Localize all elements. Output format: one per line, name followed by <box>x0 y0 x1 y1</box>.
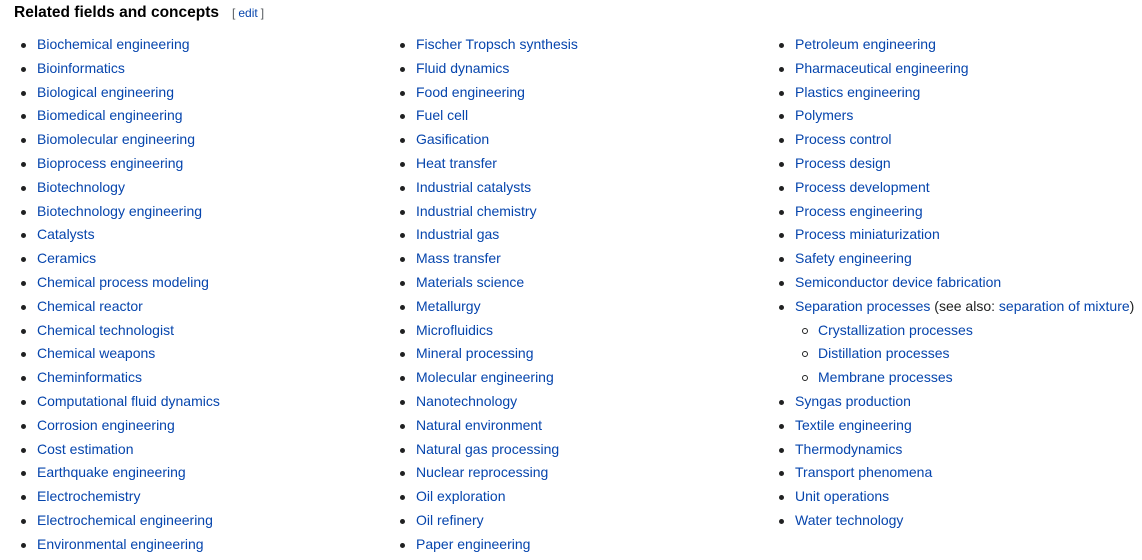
related-sub-link[interactable]: Crystallization processes <box>818 321 973 338</box>
list-item <box>399 104 578 128</box>
list-item <box>778 438 1134 462</box>
see-also-suffix: ) <box>1129 297 1135 314</box>
related-link[interactable]: Materials science <box>416 273 525 290</box>
related-link[interactable]: Industrial catalysts <box>416 178 532 195</box>
related-link[interactable]: Oil exploration <box>416 488 506 505</box>
list-item <box>778 271 1134 295</box>
list-item <box>20 438 220 462</box>
list-item <box>20 104 220 128</box>
list-item <box>778 152 1134 176</box>
list-item <box>20 57 220 81</box>
related-link[interactable]: Mass transfer <box>416 250 501 267</box>
related-link[interactable]: Process control <box>795 131 892 148</box>
list-item <box>399 81 578 105</box>
list-item <box>399 247 578 271</box>
related-list-column-1 <box>20 33 220 557</box>
related-list-column-3 <box>778 33 1134 533</box>
related-link[interactable]: Thermodynamics <box>795 440 903 457</box>
separation-processes-link[interactable]: Separation processes <box>795 297 931 314</box>
list-item <box>399 485 578 509</box>
related-link[interactable]: Food engineering <box>416 83 525 100</box>
separation-of-mixture-link[interactable]: separation of mixture <box>998 297 1130 314</box>
section-heading <box>14 4 264 28</box>
list-item <box>399 390 578 414</box>
list-item <box>399 295 578 319</box>
related-link[interactable]: Bioinformatics <box>37 59 125 76</box>
list-item <box>20 485 220 509</box>
related-link[interactable]: Industrial chemistry <box>416 202 537 219</box>
sub-list-item <box>778 342 1134 366</box>
related-link[interactable]: Fischer Tropsch synthesis <box>416 36 578 52</box>
related-sub-link[interactable]: Distillation processes <box>818 345 950 362</box>
list-item <box>20 509 220 533</box>
related-link[interactable]: Biotechnology <box>37 178 125 195</box>
related-link[interactable]: Natural gas processing <box>416 440 560 457</box>
list-item <box>20 223 220 247</box>
related-link[interactable]: Biomolecular engineering <box>37 131 195 148</box>
edit-bracket-open: [ <box>232 6 236 20</box>
related-link[interactable]: Chemical process modeling <box>37 273 209 290</box>
list-item <box>399 438 578 462</box>
related-link[interactable]: Process miniaturization <box>795 226 940 243</box>
related-link[interactable]: Oil refinery <box>416 511 484 528</box>
list-item <box>20 33 220 57</box>
related-link[interactable]: Textile engineering <box>795 416 912 433</box>
list-item <box>399 223 578 247</box>
related-link[interactable]: Cheminformatics <box>37 369 143 386</box>
list-item <box>399 57 578 81</box>
related-link[interactable]: Industrial gas <box>416 226 500 243</box>
edit-link[interactable]: edit <box>238 6 258 20</box>
list-item <box>778 200 1134 224</box>
related-link[interactable]: Natural environment <box>416 416 543 433</box>
related-link[interactable]: Mineral processing <box>416 345 534 362</box>
related-sub-link[interactable]: Membrane processes <box>818 369 953 386</box>
list-item <box>778 247 1134 271</box>
related-link[interactable]: Corrosion engineering <box>37 416 175 433</box>
related-link[interactable]: Chemical reactor <box>37 297 143 314</box>
related-link[interactable]: Polymers <box>795 107 854 124</box>
list-item <box>778 128 1134 152</box>
sub-list-item <box>778 319 1134 343</box>
related-link[interactable]: Syngas production <box>795 392 911 409</box>
list-item <box>20 342 220 366</box>
related-link[interactable]: Bioprocess engineering <box>37 154 184 171</box>
list-item <box>399 342 578 366</box>
list-item <box>778 223 1134 247</box>
related-link[interactable]: Petroleum engineering <box>795 36 936 52</box>
related-link[interactable]: Fuel cell <box>416 107 469 124</box>
related-link[interactable]: Chemical technologist <box>37 321 174 338</box>
related-link[interactable]: Electrochemistry <box>37 488 141 505</box>
related-link[interactable]: Pharmaceutical engineering <box>795 59 969 76</box>
list-item <box>778 33 1134 57</box>
related-link[interactable]: Biotechnology engineering <box>37 202 203 219</box>
list-item <box>399 271 578 295</box>
list-item <box>778 176 1134 200</box>
list-item <box>20 128 220 152</box>
list-item <box>20 247 220 271</box>
related-link[interactable]: Nanotechnology <box>416 392 518 409</box>
list-item <box>778 509 1134 533</box>
related-link[interactable]: Transport phenomena <box>795 464 933 481</box>
list-item <box>778 104 1134 128</box>
related-link[interactable]: Biomedical engineering <box>37 107 183 124</box>
related-link[interactable]: Heat transfer <box>416 154 497 171</box>
related-link[interactable]: Unit operations <box>795 488 890 505</box>
list-item <box>399 200 578 224</box>
related-link[interactable]: Chemical weapons <box>37 345 156 362</box>
list-item <box>399 152 578 176</box>
list-item <box>20 319 220 343</box>
related-link[interactable]: Process development <box>795 178 930 195</box>
related-link[interactable]: Semiconductor device fabrication <box>795 273 1002 290</box>
list-item <box>778 390 1134 414</box>
section-title: Related fields and concepts <box>14 4 219 21</box>
list-item <box>20 295 220 319</box>
related-link[interactable]: Molecular engineering <box>416 369 554 386</box>
list-item <box>399 461 578 485</box>
related-link[interactable]: Biochemical engineering <box>37 36 190 52</box>
list-item <box>20 81 220 105</box>
list-item <box>20 176 220 200</box>
related-link[interactable]: Gasification <box>416 131 490 148</box>
list-item <box>20 461 220 485</box>
related-link[interactable]: Earthquake engineering <box>37 464 186 481</box>
list-item-separation-processes <box>778 295 1134 319</box>
related-link[interactable]: Electrochemical engineering <box>37 511 213 528</box>
edit-bracket-close: ] <box>260 6 265 20</box>
list-item <box>778 485 1134 509</box>
related-link[interactable]: Plastics engineering <box>795 83 921 100</box>
list-item <box>399 176 578 200</box>
related-link[interactable]: Process engineering <box>795 202 923 219</box>
related-link[interactable]: Computational fluid dynamics <box>37 392 220 409</box>
related-link[interactable]: Water technology <box>795 511 904 528</box>
related-link[interactable]: Paper engineering <box>416 535 531 552</box>
list-item <box>20 414 220 438</box>
sub-list-item <box>778 366 1134 390</box>
related-link[interactable]: Cost estimation <box>37 440 134 457</box>
list-item <box>20 366 220 390</box>
related-link[interactable]: Biological engineering <box>37 83 174 100</box>
related-link[interactable]: Ceramics <box>37 250 97 267</box>
list-item <box>399 414 578 438</box>
related-link[interactable]: Fluid dynamics <box>416 59 510 76</box>
list-item <box>20 200 220 224</box>
related-link[interactable]: Nuclear reprocessing <box>416 464 549 481</box>
related-link[interactable]: Metallurgy <box>416 297 481 314</box>
list-item <box>399 319 578 343</box>
list-item <box>20 390 220 414</box>
list-item <box>399 128 578 152</box>
list-item <box>20 152 220 176</box>
see-also-prefix: (see also: <box>930 297 999 314</box>
list-item <box>778 461 1134 485</box>
edit-section <box>232 6 264 20</box>
related-link[interactable]: Safety engineering <box>795 250 912 267</box>
related-link[interactable]: Catalysts <box>37 226 95 243</box>
related-link[interactable]: Environmental engineering <box>37 535 204 552</box>
list-item <box>20 271 220 295</box>
list-item <box>20 533 220 557</box>
related-link[interactable]: Microfluidics <box>416 321 494 338</box>
list-item <box>399 509 578 533</box>
list-item <box>399 33 578 57</box>
list-item <box>399 366 578 390</box>
list-item <box>399 533 578 557</box>
list-item <box>778 81 1134 105</box>
list-item <box>778 57 1134 81</box>
related-list-column-2 <box>399 33 578 557</box>
list-item <box>778 414 1134 438</box>
related-link[interactable]: Process design <box>795 154 891 171</box>
